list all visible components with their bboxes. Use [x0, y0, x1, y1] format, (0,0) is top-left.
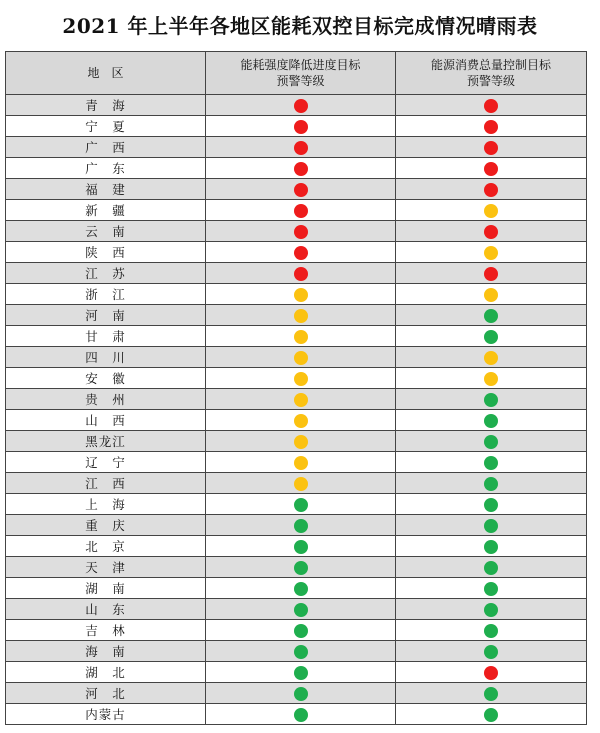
status-dot-green — [484, 309, 498, 323]
intensity-level-cell — [206, 599, 396, 620]
intensity-level-cell — [206, 557, 396, 578]
status-dot-yellow — [294, 351, 308, 365]
region-cell: 黑龙江 — [6, 431, 206, 452]
total-level-cell — [396, 641, 587, 662]
status-dot-green — [484, 435, 498, 449]
total-level-cell — [396, 158, 587, 179]
intensity-level-cell — [206, 116, 396, 137]
intensity-level-cell — [206, 620, 396, 641]
total-level-cell — [396, 179, 587, 200]
intensity-level-cell — [206, 494, 396, 515]
table-row — [6, 305, 587, 326]
region-cell: 云 南 — [6, 221, 206, 242]
warning-table — [5, 51, 587, 725]
status-dot-yellow — [484, 372, 498, 386]
region-cell: 上 海 — [6, 494, 206, 515]
region-cell: 江 西 — [6, 473, 206, 494]
status-dot-green — [294, 519, 308, 533]
region-cell: 重 庆 — [6, 515, 206, 536]
table-row — [6, 515, 587, 536]
table-row — [6, 242, 587, 263]
status-dot-green — [484, 708, 498, 722]
status-dot-green — [484, 687, 498, 701]
region-cell: 甘 肃 — [6, 326, 206, 347]
intensity-level-cell — [206, 347, 396, 368]
intensity-column-header: 能耗强度降低进度目标 预警等级 — [206, 52, 396, 95]
region-cell: 天 津 — [6, 557, 206, 578]
status-dot-red — [484, 141, 498, 155]
intensity-level-cell — [206, 704, 396, 725]
total-level-cell — [396, 368, 587, 389]
intensity-level-cell — [206, 452, 396, 473]
region-cell: 湖 北 — [6, 662, 206, 683]
total-level-cell — [396, 221, 587, 242]
page-title: 2021 年上半年各地区能耗双控目标完成情况晴雨表 — [62, 14, 538, 38]
status-dot-green — [484, 330, 498, 344]
total-level-cell — [396, 683, 587, 704]
total-level-cell — [396, 704, 587, 725]
intensity-level-cell — [206, 284, 396, 305]
total-level-cell — [396, 200, 587, 221]
status-dot-red — [294, 162, 308, 176]
region-cell: 安 徽 — [6, 368, 206, 389]
region-cell: 辽 宁 — [6, 452, 206, 473]
region-cell: 广 西 — [6, 137, 206, 158]
status-dot-red — [484, 666, 498, 680]
status-dot-red — [484, 162, 498, 176]
total-level-cell — [396, 347, 587, 368]
intensity-level-cell — [206, 242, 396, 263]
table-row — [6, 641, 587, 662]
table-row — [6, 536, 587, 557]
status-dot-yellow — [294, 414, 308, 428]
region-cell: 四 川 — [6, 347, 206, 368]
table-row — [6, 158, 587, 179]
status-dot-red — [484, 225, 498, 239]
table-row — [6, 473, 587, 494]
total-level-cell — [396, 473, 587, 494]
table-row — [6, 578, 587, 599]
status-dot-yellow — [484, 204, 498, 218]
total-level-cell — [396, 494, 587, 515]
region-cell: 新 疆 — [6, 200, 206, 221]
total-level-cell — [396, 137, 587, 158]
region-cell: 山 西 — [6, 410, 206, 431]
status-dot-red — [294, 246, 308, 260]
table-row — [6, 662, 587, 683]
table-row — [6, 263, 587, 284]
status-dot-green — [484, 561, 498, 575]
region-column-header: 地 区 — [6, 52, 206, 95]
intensity-level-cell — [206, 389, 396, 410]
total-level-cell — [396, 662, 587, 683]
region-cell: 贵 州 — [6, 389, 206, 410]
intensity-level-cell — [206, 536, 396, 557]
intensity-level-cell — [206, 158, 396, 179]
total-level-cell — [396, 620, 587, 641]
total-level-cell — [396, 410, 587, 431]
table-row — [6, 431, 587, 452]
status-dot-green — [294, 498, 308, 512]
total-level-cell — [396, 515, 587, 536]
status-dot-yellow — [294, 288, 308, 302]
status-dot-green — [294, 603, 308, 617]
intensity-level-cell — [206, 473, 396, 494]
table-row — [6, 347, 587, 368]
status-dot-red — [294, 141, 308, 155]
table-row — [6, 221, 587, 242]
intensity-level-cell — [206, 200, 396, 221]
status-dot-red — [484, 267, 498, 281]
region-cell: 湖 南 — [6, 578, 206, 599]
status-dot-green — [294, 624, 308, 638]
region-cell: 浙 江 — [6, 284, 206, 305]
total-level-cell — [396, 599, 587, 620]
status-dot-green — [484, 603, 498, 617]
total-level-cell — [396, 305, 587, 326]
table-row — [6, 368, 587, 389]
status-dot-green — [484, 519, 498, 533]
status-dot-green — [484, 540, 498, 554]
intensity-level-cell — [206, 368, 396, 389]
status-dot-green — [294, 645, 308, 659]
intensity-level-cell — [206, 431, 396, 452]
status-dot-red — [484, 183, 498, 197]
table-row — [6, 137, 587, 158]
intensity-level-cell — [206, 410, 396, 431]
region-cell: 青 海 — [6, 95, 206, 116]
status-dot-yellow — [294, 372, 308, 386]
status-dot-green — [294, 708, 308, 722]
status-dot-green — [484, 477, 498, 491]
region-cell: 河 南 — [6, 305, 206, 326]
table-row — [6, 557, 587, 578]
status-dot-green — [294, 666, 308, 680]
intensity-level-cell — [206, 263, 396, 284]
total-level-cell — [396, 578, 587, 599]
status-dot-green — [294, 561, 308, 575]
total-level-cell — [396, 242, 587, 263]
table-row — [6, 704, 587, 725]
status-dot-yellow — [484, 246, 498, 260]
total-level-cell — [396, 536, 587, 557]
intensity-level-cell — [206, 515, 396, 536]
status-dot-yellow — [294, 456, 308, 470]
table-row — [6, 683, 587, 704]
table-header-row — [6, 52, 587, 95]
total-level-cell — [396, 95, 587, 116]
total-level-cell — [396, 431, 587, 452]
intensity-level-cell — [206, 641, 396, 662]
footnote-fragment — [40, 724, 560, 733]
status-dot-red — [294, 183, 308, 197]
status-dot-red — [484, 99, 498, 113]
table-body — [6, 95, 587, 725]
total-level-cell — [396, 284, 587, 305]
region-cell: 福 建 — [6, 179, 206, 200]
table-row — [6, 116, 587, 137]
table-row — [6, 494, 587, 515]
intensity-level-cell — [206, 578, 396, 599]
status-dot-yellow — [294, 393, 308, 407]
total-level-cell — [396, 452, 587, 473]
table-row — [6, 410, 587, 431]
status-dot-yellow — [484, 288, 498, 302]
table-row — [6, 452, 587, 473]
status-dot-green — [294, 687, 308, 701]
status-dot-red — [294, 204, 308, 218]
table-row — [6, 284, 587, 305]
total-level-cell — [396, 557, 587, 578]
table-row — [6, 179, 587, 200]
intensity-level-cell — [206, 221, 396, 242]
region-cell: 陕 西 — [6, 242, 206, 263]
intensity-level-cell — [206, 683, 396, 704]
status-dot-yellow — [294, 330, 308, 344]
status-dot-yellow — [294, 435, 308, 449]
region-cell: 海 南 — [6, 641, 206, 662]
intensity-level-cell — [206, 326, 396, 347]
table-row — [6, 200, 587, 221]
status-dot-green — [484, 624, 498, 638]
status-dot-yellow — [294, 309, 308, 323]
status-dot-red — [294, 267, 308, 281]
status-dot-green — [294, 540, 308, 554]
intensity-level-cell — [206, 662, 396, 683]
total-level-cell — [396, 389, 587, 410]
status-dot-green — [484, 414, 498, 428]
intensity-level-cell — [206, 179, 396, 200]
region-cell: 宁 夏 — [6, 116, 206, 137]
status-dot-red — [294, 120, 308, 134]
region-cell: 河 北 — [6, 683, 206, 704]
total-level-cell — [396, 326, 587, 347]
total-column-header: 能源消费总量控制目标 预警等级 — [396, 52, 587, 95]
region-cell: 北 京 — [6, 536, 206, 557]
status-dot-green — [484, 456, 498, 470]
status-dot-red — [484, 120, 498, 134]
intensity-level-cell — [206, 95, 396, 116]
status-dot-green — [484, 393, 498, 407]
table-row — [6, 326, 587, 347]
status-dot-yellow — [294, 477, 308, 491]
table-row — [6, 389, 587, 410]
status-dot-red — [294, 99, 308, 113]
status-dot-green — [484, 645, 498, 659]
region-cell: 山 东 — [6, 599, 206, 620]
total-level-cell — [396, 116, 587, 137]
status-dot-red — [294, 225, 308, 239]
intensity-level-cell — [206, 305, 396, 326]
table-row — [6, 95, 587, 116]
region-cell: 吉 林 — [6, 620, 206, 641]
region-cell: 江 苏 — [6, 263, 206, 284]
table-row — [6, 620, 587, 641]
status-dot-green — [294, 582, 308, 596]
status-dot-green — [484, 498, 498, 512]
intensity-level-cell — [206, 137, 396, 158]
region-cell: 内蒙古 — [6, 704, 206, 725]
status-dot-yellow — [484, 351, 498, 365]
region-cell: 广 东 — [6, 158, 206, 179]
status-dot-green — [484, 582, 498, 596]
total-level-cell — [396, 263, 587, 284]
table-row — [6, 599, 587, 620]
